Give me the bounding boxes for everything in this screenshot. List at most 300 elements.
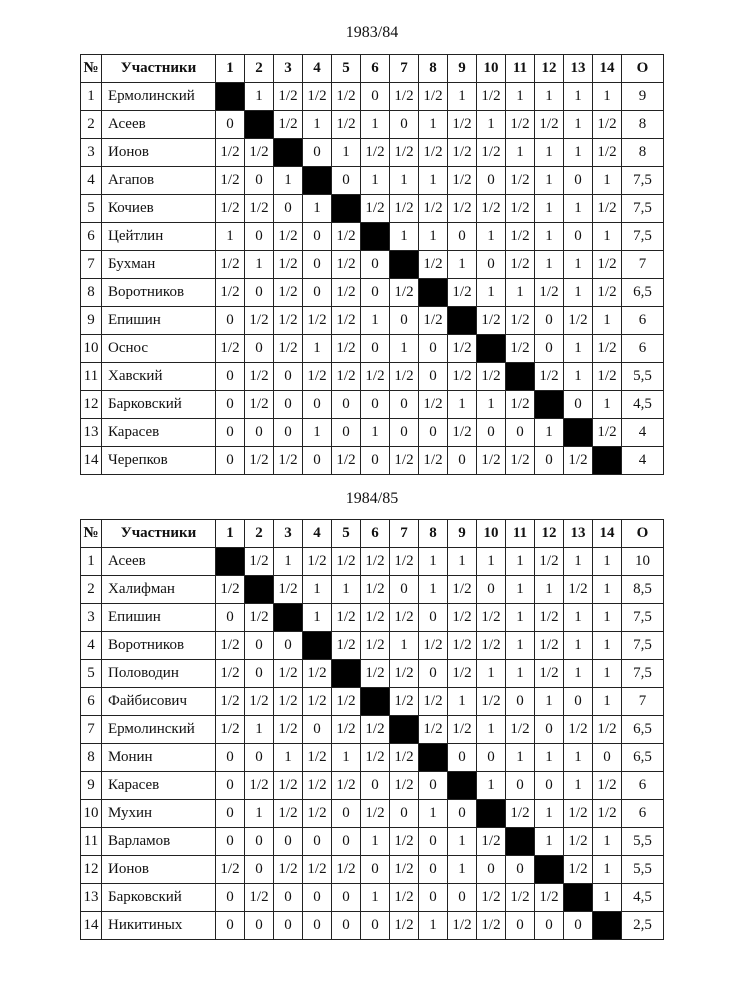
player-name: Ермолинский	[102, 83, 216, 111]
result-cell: 1/2	[245, 307, 274, 335]
result-cell: 1/2	[564, 828, 593, 856]
row-number: 6	[81, 223, 102, 251]
result-cell: 1	[477, 716, 506, 744]
result-cell: 1/2	[506, 800, 535, 828]
result-cell: 1/2	[448, 279, 477, 307]
result-cell: 1	[564, 604, 593, 632]
row-number: 2	[81, 111, 102, 139]
result-cell: 1/2	[593, 139, 622, 167]
diagonal-cell	[361, 223, 390, 251]
row-number: 10	[81, 335, 102, 363]
result-cell: 1/2	[274, 83, 303, 111]
result-cell: 1	[419, 223, 448, 251]
diagonal-cell	[564, 419, 593, 447]
result-cell: 1/2	[332, 856, 361, 884]
result-cell: 1/2	[245, 391, 274, 419]
column-header: 6	[361, 55, 390, 83]
result-cell: 1	[506, 744, 535, 772]
column-header: 10	[477, 520, 506, 548]
result-cell: 1/2	[303, 660, 332, 688]
result-cell: 1/2	[245, 195, 274, 223]
result-cell: 1/2	[506, 111, 535, 139]
result-cell: 0	[564, 223, 593, 251]
result-cell: 1	[535, 223, 564, 251]
result-cell: 1/2	[332, 716, 361, 744]
result-cell: 0	[419, 419, 448, 447]
result-cell: 1	[564, 772, 593, 800]
table-row	[81, 576, 664, 604]
total-score: 7,5	[622, 223, 664, 251]
result-cell: 1/2	[448, 576, 477, 604]
diagonal-cell	[390, 251, 419, 279]
result-cell: 0	[419, 335, 448, 363]
result-cell: 1/2	[216, 139, 245, 167]
row-number: 13	[81, 419, 102, 447]
result-cell: 0	[216, 307, 245, 335]
table-row	[81, 632, 664, 660]
result-cell: 0	[274, 632, 303, 660]
diagonal-cell	[535, 391, 564, 419]
row-number: 8	[81, 279, 102, 307]
result-cell: 1/2	[477, 828, 506, 856]
column-header: 12	[535, 55, 564, 83]
column-header: Участники	[102, 55, 216, 83]
result-cell: 1	[361, 167, 390, 195]
result-cell: 1/2	[448, 167, 477, 195]
table-row	[81, 167, 664, 195]
table-row	[81, 744, 664, 772]
result-cell: 1/2	[303, 744, 332, 772]
result-cell: 1/2	[419, 688, 448, 716]
result-cell: 0	[361, 447, 390, 475]
result-cell: 1/2	[216, 195, 245, 223]
result-cell: 0	[564, 912, 593, 940]
result-cell: 1	[593, 391, 622, 419]
result-cell: 0	[303, 716, 332, 744]
diagonal-cell	[390, 716, 419, 744]
result-cell: 0	[216, 604, 245, 632]
column-header: 2	[245, 520, 274, 548]
result-cell: 0	[274, 912, 303, 940]
result-cell: 0	[390, 111, 419, 139]
result-cell: 0	[303, 251, 332, 279]
result-cell: 0	[216, 828, 245, 856]
result-cell: 1	[390, 167, 419, 195]
diagonal-cell	[477, 800, 506, 828]
result-cell: 1/2	[274, 772, 303, 800]
result-cell: 1/2	[448, 660, 477, 688]
column-header: 2	[245, 55, 274, 83]
table-row	[81, 660, 664, 688]
result-cell: 1	[535, 195, 564, 223]
result-cell: 0	[332, 884, 361, 912]
result-cell: 1/2	[274, 688, 303, 716]
result-cell: 0	[361, 335, 390, 363]
result-cell: 0	[245, 744, 274, 772]
result-cell: 1/2	[448, 419, 477, 447]
diagonal-cell	[332, 660, 361, 688]
result-cell: 0	[477, 744, 506, 772]
result-cell: 1/2	[274, 223, 303, 251]
result-cell: 1/2	[332, 363, 361, 391]
result-cell: 1/2	[448, 604, 477, 632]
player-name: Монин	[102, 744, 216, 772]
row-number: 13	[81, 884, 102, 912]
result-cell: 0	[506, 856, 535, 884]
column-header: 13	[564, 520, 593, 548]
row-number: 2	[81, 576, 102, 604]
total-score: 7	[622, 688, 664, 716]
result-cell: 1	[419, 167, 448, 195]
result-cell: 1/2	[274, 307, 303, 335]
player-name: Мухин	[102, 800, 216, 828]
result-cell: 1/2	[477, 688, 506, 716]
column-header: 8	[419, 55, 448, 83]
result-cell: 0	[216, 800, 245, 828]
column-header: 14	[593, 520, 622, 548]
result-cell: 1/2	[535, 548, 564, 576]
result-cell: 1/2	[303, 307, 332, 335]
player-name: Оснос	[102, 335, 216, 363]
crosstable-1984-85	[80, 519, 664, 940]
player-name: Цейтлин	[102, 223, 216, 251]
result-cell: 1/2	[593, 335, 622, 363]
player-name: Асеев	[102, 548, 216, 576]
result-cell: 1/2	[593, 800, 622, 828]
result-cell: 0	[419, 604, 448, 632]
player-name: Хавский	[102, 363, 216, 391]
result-cell: 1	[245, 716, 274, 744]
table-row	[81, 604, 664, 632]
result-cell: 0	[448, 223, 477, 251]
result-cell: 1	[564, 111, 593, 139]
result-cell: 0	[535, 716, 564, 744]
row-number: 11	[81, 363, 102, 391]
result-cell: 1	[506, 548, 535, 576]
result-cell: 1/2	[390, 447, 419, 475]
total-score: 8	[622, 139, 664, 167]
row-number: 11	[81, 828, 102, 856]
result-cell: 1	[419, 576, 448, 604]
result-cell: 0	[535, 307, 564, 335]
result-cell: 1/2	[216, 856, 245, 884]
result-cell: 1/2	[332, 335, 361, 363]
column-header: 13	[564, 55, 593, 83]
result-cell: 1	[245, 251, 274, 279]
result-cell: 0	[245, 912, 274, 940]
result-cell: 1/2	[390, 363, 419, 391]
result-cell: 1/2	[593, 419, 622, 447]
result-cell: 1	[477, 772, 506, 800]
row-number: 9	[81, 772, 102, 800]
result-cell: 1/2	[390, 688, 419, 716]
result-cell: 1/2	[274, 660, 303, 688]
result-cell: 1	[535, 576, 564, 604]
result-cell: 0	[216, 884, 245, 912]
row-number: 12	[81, 856, 102, 884]
result-cell: 0	[216, 391, 245, 419]
result-cell: 1/2	[477, 912, 506, 940]
result-cell: 1	[506, 576, 535, 604]
result-cell: 0	[274, 419, 303, 447]
result-cell: 1/2	[274, 800, 303, 828]
result-cell: 1/2	[564, 716, 593, 744]
player-name: Варламов	[102, 828, 216, 856]
player-name: Агапов	[102, 167, 216, 195]
diagonal-cell	[506, 828, 535, 856]
result-cell: 1	[361, 419, 390, 447]
player-name: Кочиев	[102, 195, 216, 223]
result-cell: 1/2	[303, 800, 332, 828]
result-cell: 0	[245, 167, 274, 195]
diagonal-cell	[535, 856, 564, 884]
result-cell: 1/2	[477, 139, 506, 167]
result-cell: 0	[303, 447, 332, 475]
result-cell: 1/2	[448, 195, 477, 223]
result-cell: 1/2	[419, 83, 448, 111]
result-cell: 1/2	[419, 632, 448, 660]
result-cell: 1/2	[506, 884, 535, 912]
result-cell: 0	[274, 828, 303, 856]
result-cell: 1/2	[477, 307, 506, 335]
column-header: 1	[216, 520, 245, 548]
column-header: 5	[332, 55, 361, 83]
result-cell: 1/2	[245, 548, 274, 576]
result-cell: 1/2	[274, 335, 303, 363]
result-cell: 1	[477, 391, 506, 419]
result-cell: 0	[216, 111, 245, 139]
diagonal-cell	[593, 447, 622, 475]
column-header: 9	[448, 520, 477, 548]
result-cell: 1	[506, 632, 535, 660]
result-cell: 1/2	[216, 251, 245, 279]
column-header: №	[81, 520, 102, 548]
result-cell: 1/2	[477, 604, 506, 632]
result-cell: 1	[593, 828, 622, 856]
result-cell: 0	[216, 744, 245, 772]
result-cell: 0	[448, 447, 477, 475]
table-row	[81, 139, 664, 167]
result-cell: 0	[216, 447, 245, 475]
result-cell: 0	[245, 223, 274, 251]
result-cell: 0	[245, 856, 274, 884]
result-cell: 1/2	[332, 548, 361, 576]
result-cell: 1	[593, 307, 622, 335]
table-row	[81, 447, 664, 475]
result-cell: 1/2	[390, 139, 419, 167]
result-cell: 0	[245, 828, 274, 856]
result-cell: 1	[564, 744, 593, 772]
total-score: 5,5	[622, 828, 664, 856]
result-cell: 1/2	[274, 716, 303, 744]
result-cell: 1/2	[216, 167, 245, 195]
result-cell: 1/2	[448, 716, 477, 744]
result-cell: 0	[303, 391, 332, 419]
result-cell: 0	[448, 884, 477, 912]
table-row	[81, 83, 664, 111]
crosstable-1983-84	[80, 54, 664, 475]
result-cell: 1/2	[274, 251, 303, 279]
total-score: 8	[622, 111, 664, 139]
result-cell: 0	[274, 195, 303, 223]
total-score: 6,5	[622, 716, 664, 744]
result-cell: 1	[448, 83, 477, 111]
result-cell: 1/2	[448, 912, 477, 940]
result-cell: 1	[477, 279, 506, 307]
result-cell: 0	[419, 884, 448, 912]
result-cell: 1/2	[477, 447, 506, 475]
result-cell: 1	[506, 660, 535, 688]
column-header: О	[622, 520, 664, 548]
result-cell: 1/2	[477, 363, 506, 391]
total-score: 6	[622, 307, 664, 335]
result-cell: 1	[361, 884, 390, 912]
player-name: Барковский	[102, 391, 216, 419]
total-score: 6	[622, 800, 664, 828]
result-cell: 1/2	[535, 632, 564, 660]
result-cell: 1/2	[216, 660, 245, 688]
result-cell: 0	[303, 223, 332, 251]
result-cell: 1	[419, 111, 448, 139]
result-cell: 0	[303, 279, 332, 307]
result-cell: 1/2	[506, 223, 535, 251]
table-row	[81, 884, 664, 912]
table-row	[81, 688, 664, 716]
column-header: 14	[593, 55, 622, 83]
total-score: 4	[622, 447, 664, 475]
table-row	[81, 391, 664, 419]
table-row	[81, 912, 664, 940]
result-cell: 1/2	[361, 800, 390, 828]
result-cell: 1/2	[303, 363, 332, 391]
result-cell: 1	[593, 548, 622, 576]
table-row	[81, 716, 664, 744]
result-cell: 1/2	[245, 688, 274, 716]
result-cell: 1	[535, 251, 564, 279]
row-number: 5	[81, 660, 102, 688]
player-name: Барковский	[102, 884, 216, 912]
result-cell: 0	[535, 335, 564, 363]
player-name: Воротников	[102, 279, 216, 307]
result-cell: 1/2	[245, 363, 274, 391]
result-cell: 1	[390, 223, 419, 251]
result-cell: 1/2	[245, 772, 274, 800]
row-number: 4	[81, 167, 102, 195]
result-cell: 1/2	[390, 744, 419, 772]
result-cell: 1/2	[274, 279, 303, 307]
result-cell: 1/2	[390, 828, 419, 856]
result-cell: 1/2	[303, 856, 332, 884]
result-cell: 1/2	[332, 447, 361, 475]
result-cell: 1/2	[332, 223, 361, 251]
player-name: Асеев	[102, 111, 216, 139]
result-cell: 1	[564, 632, 593, 660]
result-cell: 1/2	[390, 604, 419, 632]
result-cell: 1/2	[419, 307, 448, 335]
result-cell: 1	[390, 335, 419, 363]
result-cell: 1	[506, 279, 535, 307]
result-cell: 1	[419, 800, 448, 828]
result-cell: 1/2	[477, 632, 506, 660]
result-cell: 1	[274, 548, 303, 576]
player-name: Карасев	[102, 772, 216, 800]
result-cell: 0	[245, 335, 274, 363]
player-name: Воротников	[102, 632, 216, 660]
total-score: 7,5	[622, 660, 664, 688]
result-cell: 1/2	[390, 912, 419, 940]
result-cell: 0	[303, 828, 332, 856]
result-cell: 1/2	[477, 884, 506, 912]
player-name: Ермолинский	[102, 716, 216, 744]
result-cell: 1	[593, 604, 622, 632]
result-cell: 1/2	[593, 195, 622, 223]
result-cell: 1/2	[274, 447, 303, 475]
column-header: 12	[535, 520, 564, 548]
result-cell: 1	[361, 828, 390, 856]
result-cell: 1	[506, 604, 535, 632]
result-cell: 1/2	[448, 632, 477, 660]
result-cell: 1	[303, 195, 332, 223]
diagonal-cell	[419, 279, 448, 307]
result-cell: 1/2	[593, 716, 622, 744]
table-row	[81, 419, 664, 447]
row-number: 7	[81, 716, 102, 744]
result-cell: 0	[274, 884, 303, 912]
result-cell: 1	[593, 167, 622, 195]
result-cell: 1	[332, 576, 361, 604]
total-score: 4,5	[622, 884, 664, 912]
result-cell: 1/2	[419, 195, 448, 223]
result-cell: 0	[361, 772, 390, 800]
result-cell: 1	[535, 167, 564, 195]
table-row	[81, 548, 664, 576]
table-row	[81, 856, 664, 884]
table-row	[81, 772, 664, 800]
result-cell: 1	[593, 632, 622, 660]
column-header: О	[622, 55, 664, 83]
result-cell: 0	[361, 251, 390, 279]
result-cell: 0	[361, 912, 390, 940]
row-number: 6	[81, 688, 102, 716]
result-cell: 1	[274, 167, 303, 195]
result-cell: 1/2	[332, 251, 361, 279]
result-cell: 1/2	[216, 279, 245, 307]
result-cell: 1	[593, 884, 622, 912]
result-cell: 1	[303, 576, 332, 604]
player-name: Карасев	[102, 419, 216, 447]
table-row	[81, 223, 664, 251]
result-cell: 1	[274, 744, 303, 772]
row-number: 14	[81, 447, 102, 475]
result-cell: 1	[477, 548, 506, 576]
total-score: 4,5	[622, 391, 664, 419]
result-cell: 1/2	[332, 772, 361, 800]
result-cell: 1/2	[535, 604, 564, 632]
diagonal-cell	[245, 576, 274, 604]
result-cell: 0	[361, 391, 390, 419]
diagonal-cell	[274, 139, 303, 167]
diagonal-cell	[506, 363, 535, 391]
diagonal-cell	[361, 688, 390, 716]
result-cell: 1	[564, 139, 593, 167]
result-cell: 1/2	[564, 856, 593, 884]
column-header: 8	[419, 520, 448, 548]
total-score: 2,5	[622, 912, 664, 940]
result-cell: 0	[245, 632, 274, 660]
result-cell: 0	[506, 772, 535, 800]
result-cell: 1/2	[332, 632, 361, 660]
row-number: 1	[81, 548, 102, 576]
